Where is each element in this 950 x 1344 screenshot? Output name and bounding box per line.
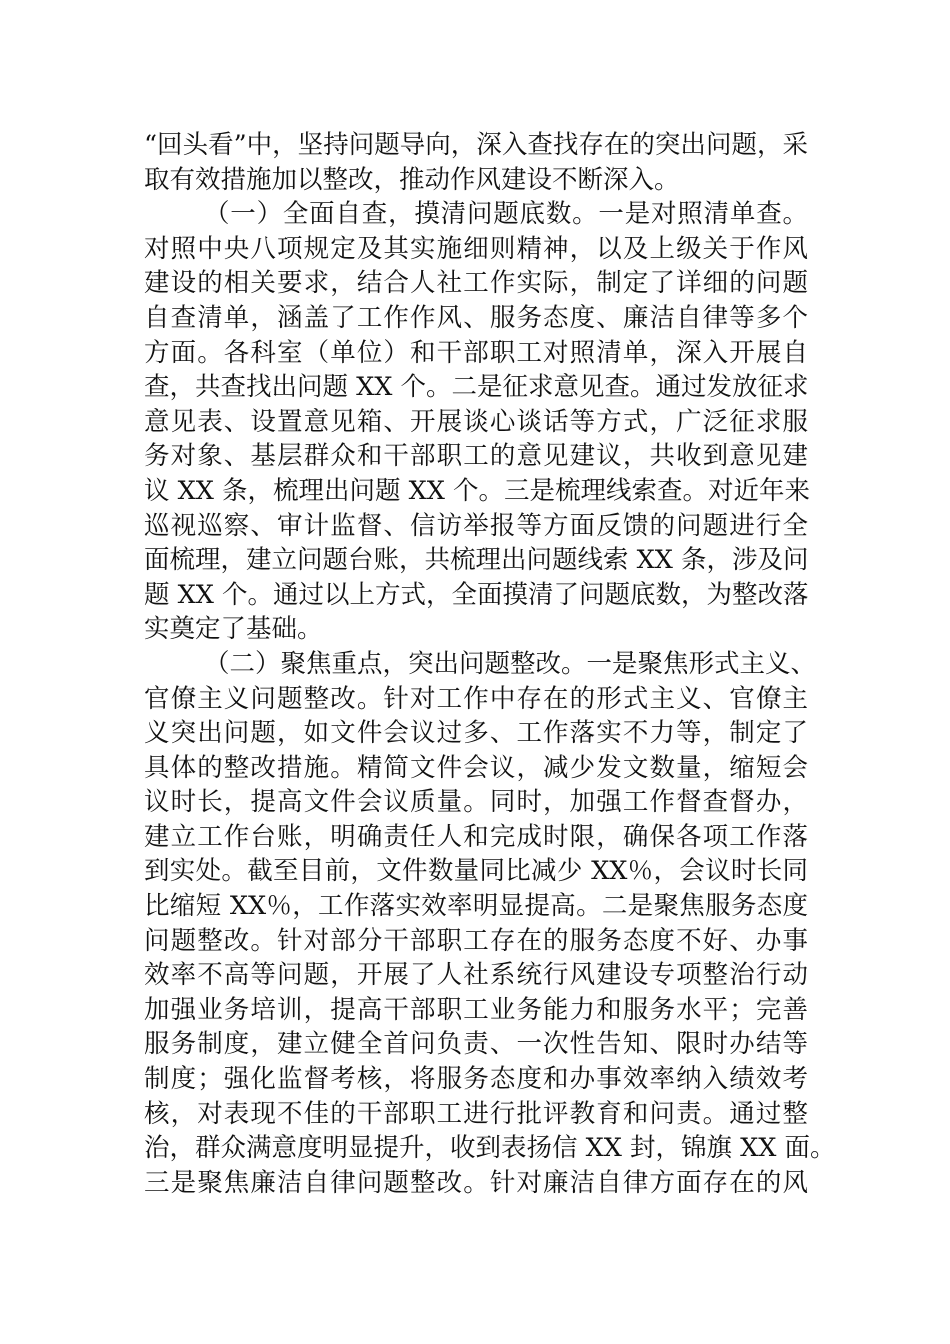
text-line: 到实处。截至目前，文件数量同比减少 XX％，会议时长同	[144, 856, 808, 887]
text-line: 实奠定了基础。	[144, 614, 323, 645]
text-line: 对照中央八项规定及其实施细则精神，以及上级关于作风	[144, 233, 808, 264]
text-line: 加强业务培训，提高干部职工业务能力和服务水平；完善	[144, 994, 808, 1025]
text-line: 具体的整改措施。精简文件会议，减少发文数量，缩短会	[144, 752, 808, 783]
text-line: 制度；强化监督考核，将服务态度和办事效率纳入绩效考	[144, 1064, 808, 1095]
text-line: 建设的相关要求，结合人社工作实际，制定了详细的问题	[144, 268, 808, 299]
text-line: 方面。各科室（单位）和干部职工对照清单，深入开展自	[144, 337, 808, 368]
text-line: 官僚主义问题整改。针对工作中存在的形式主义、官僚主	[144, 683, 808, 714]
text-line: 务对象、基层群众和干部职工的意见建议，共收到意见建	[144, 441, 808, 472]
text-line: 核，对表现不佳的干部职工进行批评教育和问责。通过整	[144, 1098, 808, 1129]
text-line: 义突出问题，如文件会议过多、工作落实不力等，制定了	[144, 718, 808, 749]
text-line: 取有效措施加以整改，推动作风建设不断深入。	[144, 164, 680, 195]
text-line: 问题整改。针对部分干部职工存在的服务态度不好、办事	[144, 925, 808, 956]
text-line: 服务制度，建立健全首问负责、一次性告知、限时办结等	[144, 1029, 808, 1060]
text-line: 巡视巡察、审计监督、信访举报等方面反馈的问题进行全	[144, 510, 808, 541]
text-line: 题 XX 个。通过以上方式，全面摸清了问题底数，为整改落	[144, 579, 809, 610]
text-line: 比缩短 XX％，工作落实效率明显提高。二是聚焦服务态度	[144, 891, 808, 922]
text-line: 治，群众满意度明显提升，收到表扬信 XX 封，锦旗 XX 面。	[144, 1133, 836, 1164]
section-heading-line: （二）聚焦重点，突出问题整改。一是聚焦形式主义、	[204, 648, 817, 679]
text-line: 三是聚焦廉洁自律问题整改。针对廉洁自律方面存在的风	[144, 1167, 808, 1198]
text-line: 查，共查找出问题 XX 个。二是征求意见查。通过发放征求	[144, 372, 809, 403]
text-line: 议时长，提高文件会议质量。同时，加强工作督查督办，	[144, 787, 808, 818]
text-line: 面梳理，建立问题台账，共梳理出问题线索 XX 条，涉及问	[144, 545, 809, 576]
text-line: “回头看”中，坚持问题导向，深入查找存在的突出问题，采	[144, 130, 808, 160]
document-body	[144, 128, 836, 1200]
text-line: 议 XX 条，梳理出问题 XX 个。三是梳理线索查。对近年来	[144, 475, 811, 506]
text-line: 自查清单，涵盖了工作作风、服务态度、廉洁自律等多个	[144, 302, 808, 333]
text-line: 效率不高等问题，开展了人社系统行风建设专项整治行动	[144, 960, 808, 991]
text-line: 意见表、设置意见箱、开展谈心谈话等方式，广泛征求服	[144, 406, 808, 437]
text-line: 建立工作台账，明确责任人和完成时限，确保各项工作落	[144, 821, 808, 852]
section-heading-line: （一）全面自查，摸清问题底数。一是对照清单查。	[204, 199, 808, 230]
